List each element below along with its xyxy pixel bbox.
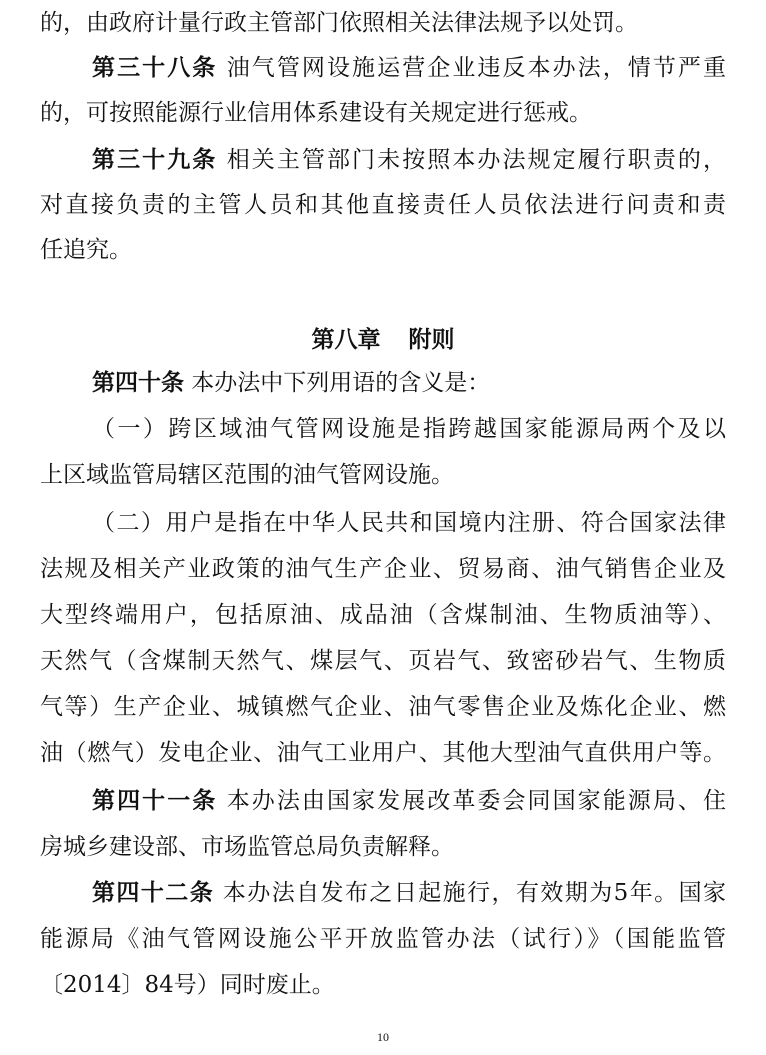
text-line — [40, 919, 726, 959]
text-line — [92, 873, 726, 913]
text-line — [92, 48, 726, 88]
text-line — [40, 230, 726, 270]
line-text: 法规及相关产业政策的油气生产企业、贸易商、油气销售企业及 — [40, 556, 726, 582]
text-line — [40, 827, 726, 867]
chapter-heading: 第八章 附则 — [311, 327, 455, 353]
text-line — [92, 503, 726, 543]
article-number: 第三十九条 — [92, 147, 218, 173]
line-text: 上区域监管局辖区范围的油气管网设施。 — [40, 462, 454, 488]
line-text: 气等）生产企业、城镇燃气企业、油气零售企业及炼化企业、燃 — [40, 694, 726, 720]
text-line — [40, 965, 726, 1005]
line-text: 能源局《油气管网设施公平开放监管办法（试行）》（国能监管 — [40, 926, 726, 952]
article-number: 第四十条 — [92, 370, 184, 396]
line-text: 房城乡建设部、市场监管总局负责解释。 — [40, 834, 454, 860]
text-line — [40, 549, 726, 589]
line-text: （二）用户是指在中华人民共和国境内注册、符合国家法律 — [92, 510, 726, 536]
line-text: 任追究。 — [40, 237, 132, 263]
text-line — [92, 781, 726, 821]
text-line — [40, 595, 726, 635]
text-line — [40, 687, 726, 727]
article-number: 第四十一条 — [92, 788, 218, 814]
line-text: 〔2014〕84号）同时废止。 — [40, 972, 335, 998]
text-line — [40, 93, 726, 133]
article-number: 第四十二条 — [92, 880, 215, 906]
line-text: （一）跨区域油气管网设施是指跨越国家能源局两个及以 — [92, 416, 726, 442]
article-number: 第三十八条 — [92, 55, 218, 81]
text-line — [40, 3, 726, 43]
line-text: 油（燃气）发电企业、油气工业用户、其他大型油气直供用户等。 — [40, 740, 726, 766]
text-line — [40, 185, 726, 225]
line-text: 的，可按照能源行业信用体系建设有关规定进行惩戒。 — [40, 100, 592, 126]
page-number: 10 — [377, 1030, 389, 1044]
line-text: 相关主管部门未按照本办法规定履行职责的， — [217, 147, 727, 173]
line-text: 天然气（含煤制天然气、煤层气、页岩气、致密砂岩气、生物质 — [40, 648, 726, 674]
line-text: 大型终端用户，包括原油、成品油（含煤制油、生物质油等）、 — [40, 602, 726, 628]
text-line — [92, 409, 726, 449]
text-line — [92, 140, 726, 180]
line-text: 的，由政府计量行政主管部门依照相关法律法规予以处罚。 — [40, 10, 638, 36]
text-line — [40, 641, 726, 681]
line-text: 本办法中下列用语的含义是： — [184, 370, 491, 396]
line-text: 油气管网设施运营企业违反本办法，情节严重 — [217, 55, 727, 81]
text-line — [92, 363, 726, 403]
line-text: 本办法由国家发展改革委会同国家能源局、住 — [217, 788, 727, 814]
text-line — [40, 455, 726, 495]
line-text: 对直接负责的主管人员和其他直接责任人员依法进行问责和责 — [40, 192, 726, 218]
line-text: 本办法自发布之日起施行，有效期为5年。国家 — [214, 880, 726, 906]
text-line — [40, 733, 726, 773]
